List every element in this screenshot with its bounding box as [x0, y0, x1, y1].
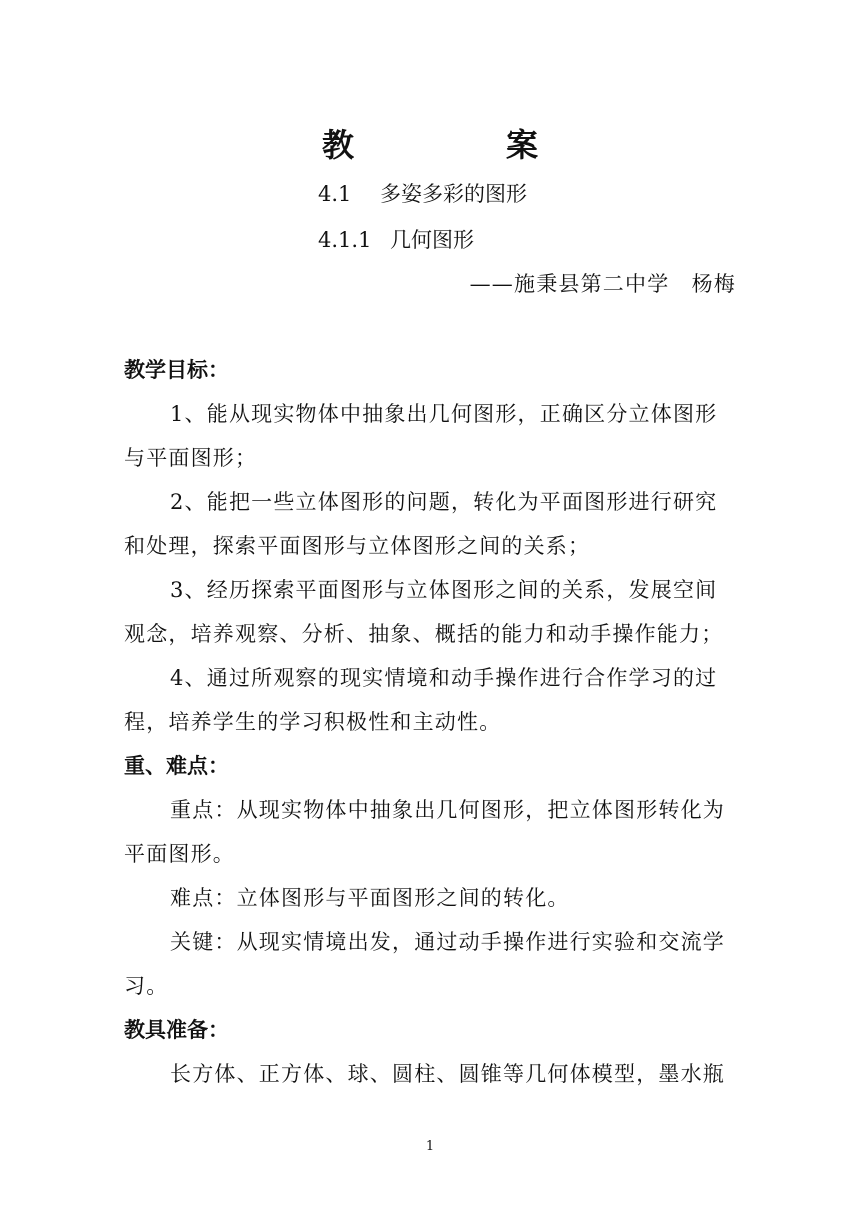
section-number: 4.1 [318, 182, 352, 206]
materials-heading: 教具准备： [124, 1018, 229, 1042]
key-point-line: 习。 [124, 974, 169, 998]
objective-line: 和处理，探索平面图形与立体图形之间的关系； [124, 534, 591, 558]
objectives-heading: 教学目标： [124, 358, 229, 382]
objective-line: 3、经历探索平面图形与立体图形之间的关系，发展空间 [170, 578, 718, 602]
objective-line: 2、能把一些立体图形的问题，转化为平面图形进行研究 [170, 490, 718, 514]
key-point-line: 难点：立体图形与平面图形之间的转化。 [170, 886, 570, 910]
author-line: ——施秉县第二中学 杨梅 [469, 272, 736, 296]
objective-line: 程，培养学生的学习积极性和主动性。 [124, 710, 502, 734]
objective-line: 观念，培养观察、分析、抽象、概括的能力和动手操作能力； [124, 622, 724, 646]
key-point-line: 平面图形。 [124, 842, 235, 866]
subsection-heading [318, 224, 474, 254]
key-points-heading: 重、难点： [124, 754, 229, 778]
key-point-line: 重点：从现实物体中抽象出几何图形，把立体图形转化为 [170, 798, 725, 822]
section-heading [318, 178, 527, 208]
document-title: 教 案 [321, 126, 598, 164]
section-name: 多姿多彩的图形 [380, 182, 527, 206]
objective-line: 4、通过所观察的现实情境和动手操作进行合作学习的过 [170, 666, 718, 690]
subsection-name: 几何图形 [390, 228, 474, 252]
objective-line: 与平面图形； [124, 446, 258, 470]
subsection-number: 4.1.1 [318, 228, 372, 252]
objective-line: 1、能从现实物体中抽象出几何图形，正确区分立体图形 [170, 402, 718, 426]
key-point-line: 关键：从现实情境出发，通过动手操作进行实验和交流学 [170, 930, 725, 954]
page-number: 1 [425, 1139, 435, 1154]
materials-line: 长方体、正方体、球、圆柱、圆锥等几何体模型，墨水瓶 [170, 1062, 725, 1086]
